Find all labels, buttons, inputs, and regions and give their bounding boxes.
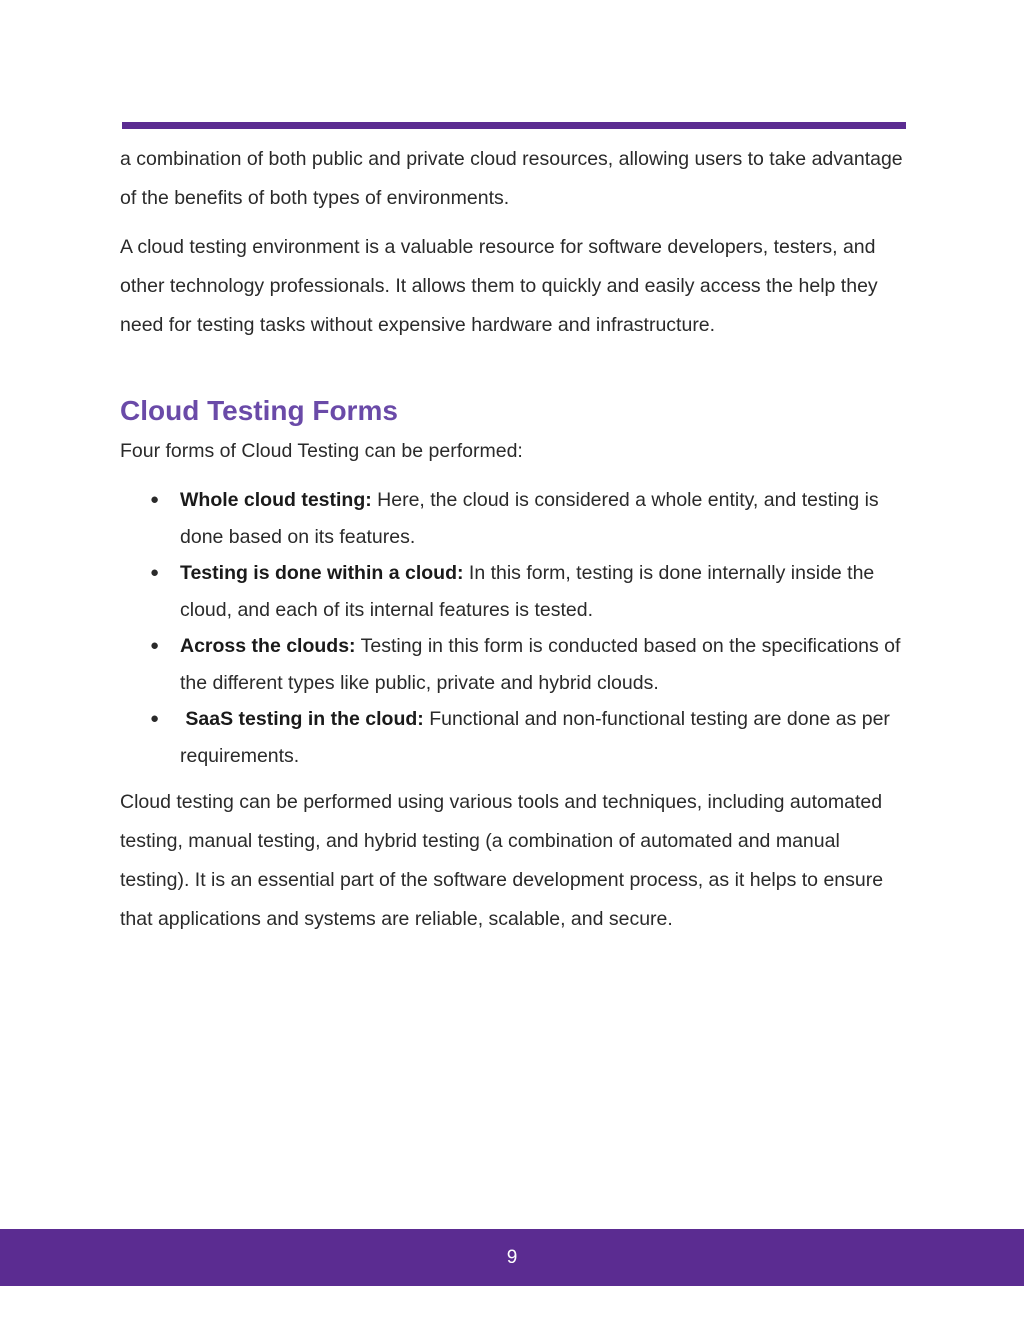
bullet-icon: ● xyxy=(150,564,160,581)
bullet-icon: ● xyxy=(150,491,160,508)
footer-bar xyxy=(0,1229,1024,1286)
list-item-term: Testing is done within a cloud: xyxy=(180,562,464,584)
list-item xyxy=(120,701,910,774)
list-item-term: SaaS testing in the cloud: xyxy=(180,708,424,730)
list-item xyxy=(120,628,910,701)
page-content xyxy=(120,140,910,939)
list-item-term: Across the clouds: xyxy=(180,635,356,657)
header-rule xyxy=(122,122,906,129)
forms-list xyxy=(120,482,910,774)
list-item-text: In this form, testing is done internally inside the cloud, and each of its internal features is tested. xyxy=(180,562,875,621)
list-item-text: Testing in this form is conducted based on the specifications of the different types like public, private and hybrid clouds. xyxy=(180,635,901,694)
list-item-text: Here, the cloud is considered a whole entity, and testing is done based on its features. xyxy=(180,489,879,548)
page-number: 9 xyxy=(506,1247,518,1268)
list-item xyxy=(120,482,910,555)
section-intro: Four forms of Cloud Testing can be performed: xyxy=(120,440,523,462)
paragraph-cloud-testing-environment: A cloud testing environment is a valuable resource for software developers, testers, and other technology professionals. It allows them to quickly and easily access the help they need for testing tasks without expensive hardware and infrastructure. xyxy=(120,236,878,336)
list-item xyxy=(120,555,910,628)
paragraph-hybrid-continuation: a combination of both public and private cloud resources, allowing users to take advantage of the benefits of both types of environments. xyxy=(120,148,903,209)
section-heading: Cloud Testing Forms xyxy=(120,395,398,426)
list-item-term: Whole cloud testing: xyxy=(180,489,372,511)
list-item-text: Functional and non-functional testing are done as per requirements. xyxy=(180,708,890,767)
bullet-icon: ● xyxy=(150,710,160,727)
bullet-icon: ● xyxy=(150,637,160,654)
paragraph-closing: Cloud testing can be performed using various tools and techniques, including automated testing, manual testing, and hybrid testing (a combination of automated and manual testing). It is an essential part of the software development process, as it helps to ensure that applications and systems are reliable, scalable, and secure. xyxy=(120,791,884,930)
